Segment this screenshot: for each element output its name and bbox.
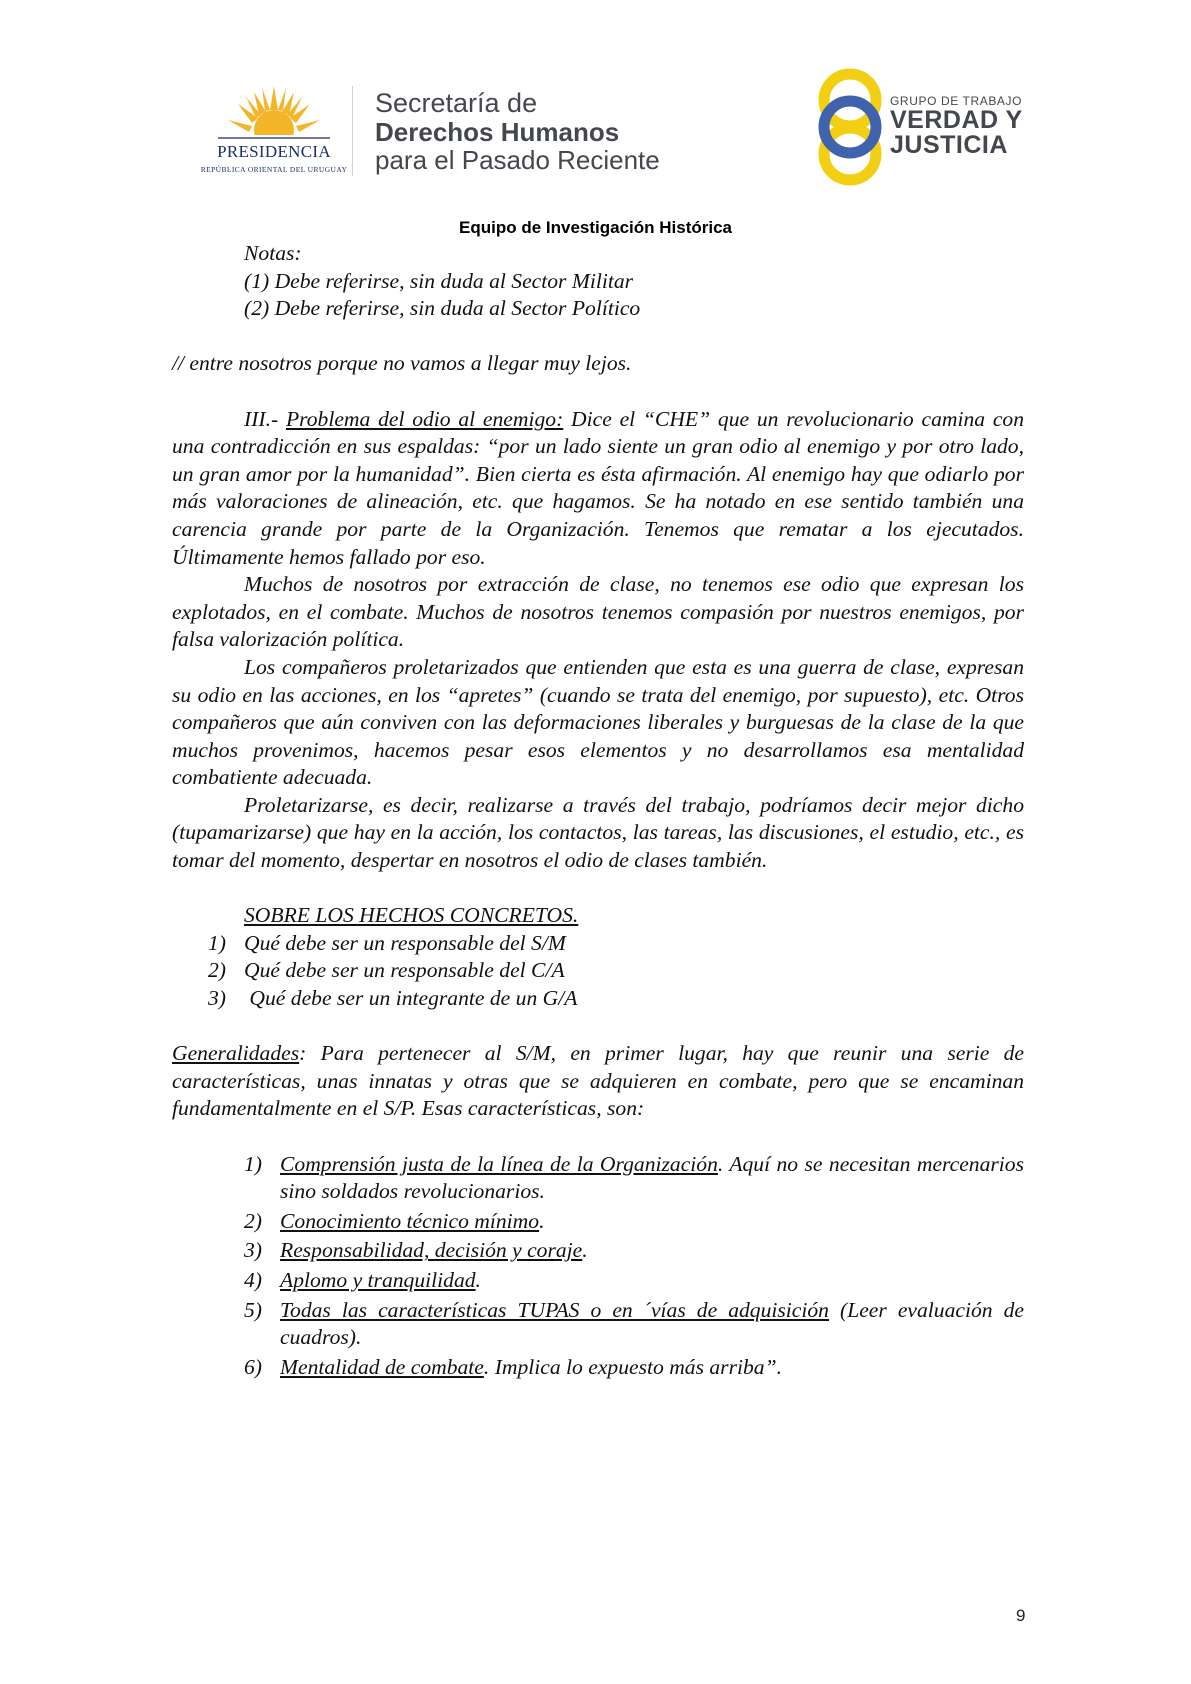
list-item (172, 1208, 1024, 1236)
sun-emblem-icon (196, 80, 352, 144)
paragraph-odio-enemigo (172, 406, 1024, 572)
list-underlined: Todas las características TUPAS o en ´vías de adquisición (280, 1297, 829, 1322)
list-item (172, 1237, 1024, 1265)
interlocked-rings-icon (808, 64, 892, 190)
secretaria-line-1: Secretaría de (375, 88, 538, 118)
list-underlined: Responsabilidad, decisión y coraje (280, 1238, 583, 1263)
grupo-trabajo-logotype (890, 94, 1023, 158)
equipo-title: Equipo de Investigación Histórica (459, 218, 732, 237)
grupo-big-line-2: JUSTICIA (890, 131, 1008, 159)
paragraph-2: Muchos de nosotros por extracción de clase, no tenemos ese odio que expresan los explotados, en el combate. Muchos de nosotros tenemos compasión por nuestros enemigos, por falsa valorización política. (172, 572, 1024, 652)
section-heading: Problema del odio al enemigo: (285, 406, 564, 431)
continuation-line: // entre nosotros porque no vamos a llegar muy lejos. (172, 351, 632, 376)
secretaria-logotype (375, 88, 660, 174)
header-divider (352, 86, 353, 176)
nota-2: (2) Debe referirse, sin duda al Sector Político (244, 296, 641, 321)
generalidades-text: : Para pertenecer al S/M, en primer lugar, hay que reunir una serie de características, unas innatas y otras que se adquieren en combate, pero que se encaminan fundamentalmente en el S/P. Esas características, son: (172, 1041, 1024, 1121)
list-number: 6) (244, 1354, 262, 1379)
list-number: 1) (208, 930, 226, 955)
section-text: Dice el “CHE” que un revolucionario camina con una contradicción en sus espaldas: “por un lado siente un gran odio al enemigo y por otro lado, un gran amor por la humanidad”. Bien cierta es ésta afirmación. Al enemigo hay que odiarlo por más valoraciones de alineación, etc. que hagamos. Se ha notado en ese sentido también una carencia grande por parte de la Organización. Tenemos que rematar a los ejecutados. Últimamente hemos fallado por eso. (172, 406, 1025, 569)
secretaria-line-3: para el Pasado Reciente (375, 145, 660, 175)
list-rest: (Leer evaluación de cuadros). (280, 1297, 1024, 1350)
list-item (172, 1267, 1024, 1295)
paragraph-4: Proletarizarse, es decir, realizarse a través del trabajo, podríamos decir mejor dicho (tupamarizarse) que hay en la acción, los contactos, las tareas, las discusiones, el estudio, etc., es tomar del momento, despertar en nosotros el odio de clases también. (172, 792, 1024, 873)
list-item (172, 1151, 1024, 1206)
characteristics-list (172, 1151, 1024, 1382)
grupo-big-line-1: VERDAD Y (890, 106, 1023, 134)
list-number: 1) (244, 1151, 262, 1176)
generalidades-label: Generalidades (172, 1041, 300, 1066)
list-item (172, 1297, 1024, 1352)
list-item (172, 985, 1024, 1013)
page-header (0, 0, 1191, 237)
list-rest: . Implica lo expuesto más arriba”. (483, 1354, 782, 1379)
list-underlined: Mentalidad de combate (280, 1354, 484, 1379)
page-number: 9 (1016, 1606, 1026, 1625)
list-item (172, 1354, 1024, 1382)
list-text: Qué debe ser un responsable del C/A (244, 958, 565, 983)
secretaria-line-2: Derechos Humanos (375, 117, 620, 147)
grupo-small-text: GRUPO DE TRABAJO (890, 94, 1023, 108)
list-number: 2) (208, 958, 226, 983)
list-number: 4) (244, 1267, 262, 1292)
paragraph-generalidades (172, 1040, 1024, 1123)
paragraph-3: Los compañeros proletarizados que entienden que esta es una guerra de clase, expresan su odio en las acciones, en los “apretes” (cuando se trata del enemigo, por supuesto), etc. Otros compañeros que aún conviven con las deformaciones liberales y burguesas de la clase de la que muchos provenimos, hacemos pesar esos elementos y no desarrollamos esa mentalidad combatiente adecuada. (172, 654, 1024, 790)
list-rest: . (582, 1238, 588, 1263)
list-item (172, 957, 1024, 985)
sobre-heading: SOBRE LOS HECHOS CONCRETOS. (244, 903, 579, 928)
notas-title: Notas: (244, 241, 302, 265)
list-text: Qué debe ser un integrante de un G/A (244, 986, 578, 1011)
section-prefix: III.- (244, 406, 286, 431)
list-number: 3) (208, 986, 226, 1011)
presidencia-subtitle: REPÚBLICA ORIENTAL DEL URUGUAY (200, 165, 348, 174)
list-number: 3) (244, 1238, 262, 1263)
presidencia-logo (196, 80, 352, 180)
list-rest: . (475, 1267, 481, 1292)
list-rest: . Aquí no se necesitan mercenarios sino soldados revolucionarios. (280, 1151, 1024, 1204)
list-number: 2) (244, 1208, 262, 1233)
list-underlined: Comprensión justa de la línea de la Organización (280, 1151, 718, 1176)
document-body (172, 240, 1024, 1383)
list-rest: . (539, 1208, 545, 1233)
list-underlined: Conocimiento técnico mínimo (280, 1208, 540, 1233)
list-underlined: Aplomo y tranquilidad (280, 1267, 476, 1292)
list-number: 5) (244, 1297, 262, 1322)
question-list (172, 930, 1024, 1013)
list-item (172, 930, 1024, 958)
nota-1: (1) Debe referirse, sin duda al Sector Militar (244, 268, 634, 293)
presidencia-name: PRESIDENCIA (217, 142, 331, 161)
list-text: Qué debe ser un responsable del S/M (244, 930, 566, 955)
